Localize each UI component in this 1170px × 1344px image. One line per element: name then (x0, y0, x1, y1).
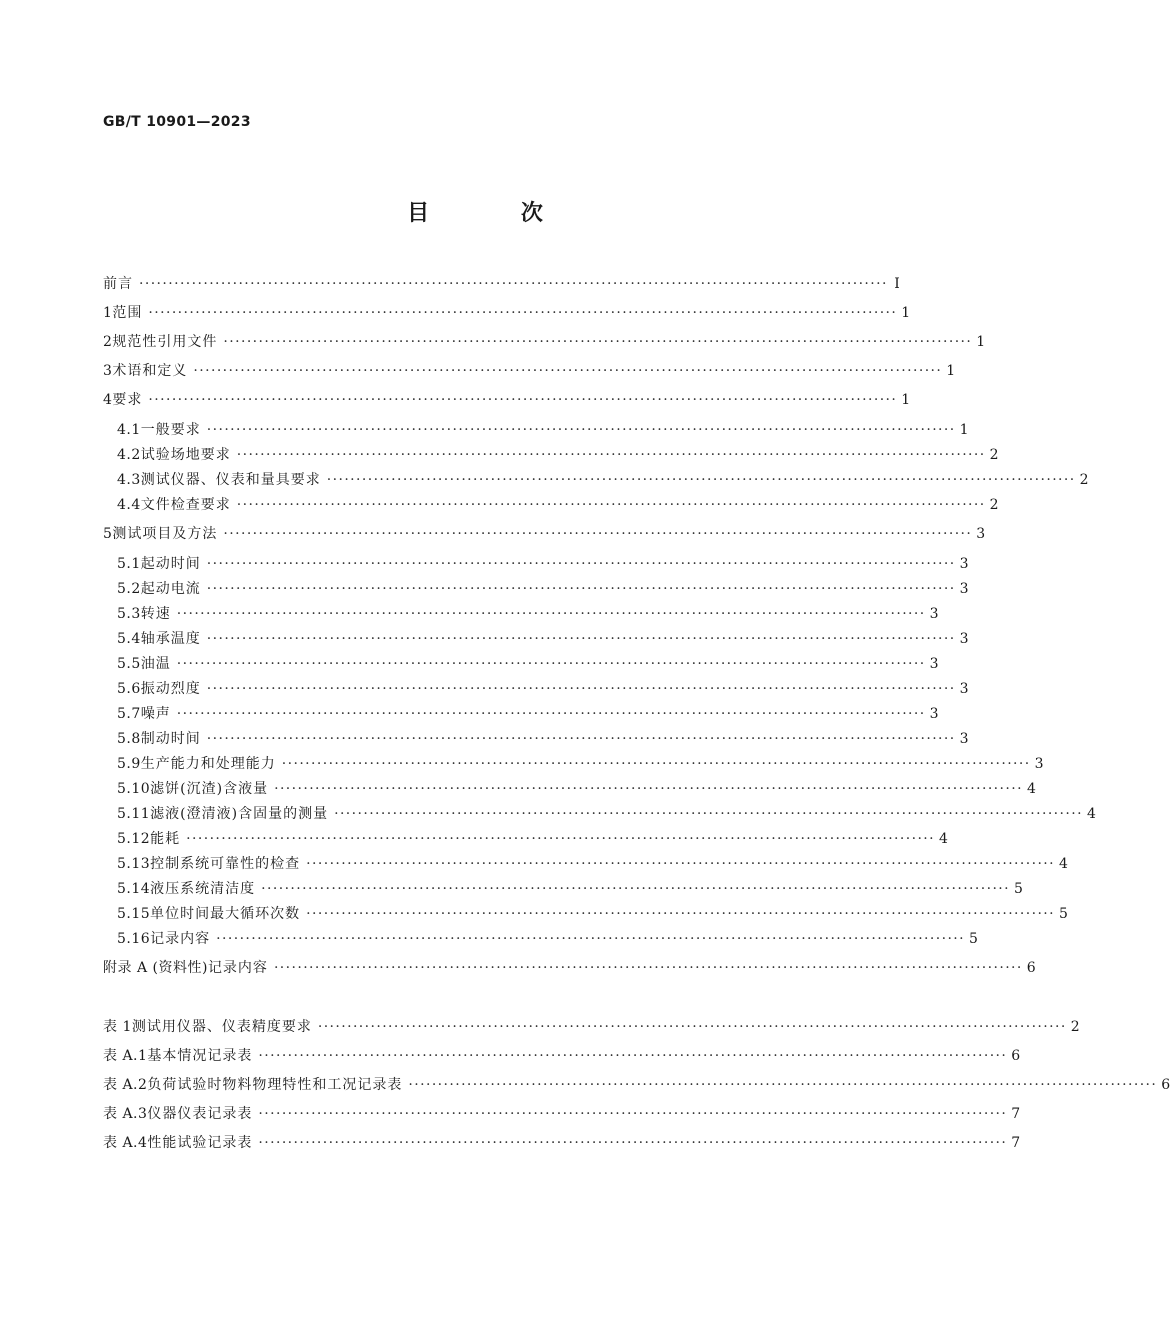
toc-leader-dots: ································································································································ (223, 526, 973, 542)
toc-entry-page: 7 (1011, 1106, 1021, 1122)
toc-entry[interactable] (117, 420, 969, 440)
toc-leader-dots: ································································································································ (206, 681, 956, 697)
toc-leader-dots: ································································································································ (206, 631, 956, 647)
toc-entry[interactable] (117, 495, 999, 515)
toc-entry-page: 1 (976, 334, 986, 350)
toc-entry-number: 4.3 (117, 472, 141, 488)
toc-entry-number: 5.1 (117, 556, 141, 572)
toc-entry-label: 振动烈度 (140, 681, 201, 697)
toc-leader-dots: ································································································································ (306, 906, 1055, 922)
toc-entry-number: 5.11 (117, 806, 151, 822)
toc-entry-page: 3 (959, 731, 969, 747)
toc-entry-label: 油温 (140, 656, 171, 672)
toc-entry[interactable] (117, 829, 948, 849)
toc-entry-number: 4.1 (117, 422, 141, 438)
toc-entry-number: 5.14 (117, 881, 151, 897)
toc-entry-page: 3 (1034, 756, 1044, 772)
toc-entry-number: 5.10 (117, 781, 151, 797)
toc-entry-number: 表 A.3 (103, 1106, 148, 1122)
toc-entry-number: 5.16 (117, 931, 151, 947)
toc-leader-dots: ································································································································ (306, 856, 1055, 872)
toc-entry-label: 记录内容 (207, 960, 268, 976)
toc-entry[interactable] (117, 904, 1068, 924)
toc-entry-page: 2 (989, 497, 999, 513)
toc-entry-label: 要求 (112, 392, 143, 408)
toc-leader-dots: ································································································································ (258, 1106, 1008, 1122)
toc-entry[interactable] (117, 929, 978, 949)
toc-entry-label: 负荷试验时物料物理特性和工况记录表 (147, 1077, 403, 1093)
toc-leader-dots: ································································································································ (236, 497, 986, 513)
toc-entry-number: 5.2 (117, 581, 141, 597)
toc-entry-label: 规范性引用文件 (112, 334, 218, 350)
toc-leader-dots: ································································································································ (216, 931, 965, 947)
toc-entry-page: 6 (1161, 1077, 1170, 1093)
toc-entry-label: 滤饼(沉渣)含液量 (150, 781, 269, 797)
toc-leader-dots: ································································································································ (148, 305, 898, 321)
toc-leader-dots: ································································································································ (139, 276, 888, 292)
toc-entry-label: 测试用仪器、仪表精度要求 (131, 1019, 312, 1035)
toc-entry[interactable] (117, 804, 1096, 824)
toc-entry-number: 5.7 (117, 706, 141, 722)
toc-entry-number: 5.13 (117, 856, 151, 872)
toc-entry-label: 文件检查要求 (140, 497, 231, 513)
toc-entry-number: 4 (103, 392, 113, 408)
toc-entry-page: 1 (901, 305, 911, 321)
toc-leader-dots: ································································································································ (186, 831, 935, 847)
toc-leader-dots: ································································································································ (258, 1048, 1008, 1064)
toc-entry-label: 测试仪器、仪表和量具要求 (140, 472, 321, 488)
toc-leader-dots: ································································································································ (408, 1077, 1158, 1093)
toc-entry-label: 滤液(澄清液)含固量的测量 (150, 806, 329, 822)
toc-entry-page: 5 (969, 931, 978, 947)
toc-entry-page: 2 (1070, 1019, 1080, 1035)
toc-entry-number: 5.15 (117, 906, 151, 922)
toc-entry-number: 5.6 (117, 681, 141, 697)
toc-entry-label: 测试项目及方法 (112, 526, 218, 542)
toc-leader-dots: ································································································································ (261, 881, 1010, 897)
toc-entry[interactable] (117, 445, 999, 465)
toc-entry-number: 5.8 (117, 731, 141, 747)
toc-leader-dots: ································································································································ (334, 806, 1083, 822)
toc-entry-label: 基本情况记录表 (147, 1048, 253, 1064)
toc-entry-number: 5 (103, 526, 113, 542)
toc-leader-dots: ································································································································ (206, 731, 956, 747)
toc-table-entry[interactable] (103, 1017, 1080, 1037)
toc-entry-label: 轴承温度 (140, 631, 201, 647)
toc-entry-page: 3 (976, 526, 986, 542)
toc-entry-label: 噪声 (140, 706, 171, 722)
toc-entry[interactable] (103, 303, 911, 323)
toc-entry-number: 5.12 (117, 831, 151, 847)
toc-entry-number: 5.5 (117, 656, 141, 672)
toc-entry[interactable] (117, 579, 969, 599)
toc-entry-page: 3 (959, 556, 969, 572)
toc-entry-label: 性能试验记录表 (147, 1135, 253, 1151)
toc-entry-page: 4 (1026, 781, 1036, 797)
toc-entry-label: 前言 (103, 276, 133, 292)
toc-entry-page: 6 (1026, 960, 1036, 976)
toc-leader-dots: ································································································································ (223, 334, 973, 350)
toc-entry-label: 生产能力和处理能力 (140, 756, 276, 772)
toc-entry[interactable] (117, 554, 969, 574)
toc-entry-page: 5 (1014, 881, 1023, 897)
toc-entry-page: 3 (929, 706, 939, 722)
toc-entry-label: 试验场地要求 (140, 447, 231, 463)
toc-entry-number: 1 (103, 305, 113, 321)
toc-entry[interactable] (117, 854, 1068, 874)
toc-entry-label: 转速 (140, 606, 171, 622)
toc-entry-number: 表 A.4 (103, 1135, 148, 1151)
toc-table-entry[interactable] (103, 1104, 1021, 1124)
toc-entry-number: 附录 A (资料性) (103, 960, 208, 976)
toc-entry[interactable] (103, 361, 956, 381)
toc-leader-dots: ································································································································ (236, 447, 986, 463)
toc-entry-page: 3 (959, 681, 969, 697)
toc-entry-page: 3 (929, 656, 939, 672)
toc-entry[interactable] (103, 390, 911, 410)
toc-entry-label: 制动时间 (140, 731, 201, 747)
toc-entry-label: 起动时间 (140, 556, 201, 572)
toc-entry[interactable] (117, 604, 939, 624)
toc-entry[interactable] (117, 729, 969, 749)
toc-entry-page: 4 (939, 831, 948, 847)
toc-entry-number: 5.4 (117, 631, 141, 647)
toc-entry-page: 5 (1059, 906, 1068, 922)
toc-entry-number: 3 (103, 363, 113, 379)
toc-entry-page: 3 (959, 631, 969, 647)
toc-leader-dots: ································································································································ (317, 1019, 1067, 1035)
toc-entry-foreword[interactable] (103, 274, 900, 294)
toc-entry[interactable] (117, 754, 1044, 774)
toc-entry-label: 控制系统可靠性的检查 (150, 856, 301, 872)
toc-leader-dots: ································································································································ (148, 392, 898, 408)
toc-entry-number: 5.9 (117, 756, 141, 772)
toc-entry[interactable] (117, 879, 1023, 899)
toc-entry-page: 6 (1011, 1048, 1021, 1064)
toc-entry[interactable] (117, 679, 969, 699)
toc-entry-page: 1 (959, 422, 969, 438)
toc-leader-dots: ································································································································ (176, 606, 926, 622)
toc-entry-page: 7 (1011, 1135, 1021, 1151)
toc-leader-dots: ································································································································ (281, 756, 1031, 772)
toc-entry[interactable] (117, 629, 969, 649)
page-title: 目 次 (407, 201, 585, 226)
toc-table-entry[interactable] (103, 1133, 1021, 1153)
toc-leader-dots: ································································································································ (206, 581, 956, 597)
toc-leader-dots: ································································································································ (176, 706, 926, 722)
toc-entry-page: 1 (901, 392, 911, 408)
toc-leader-dots: ································································································································ (206, 422, 956, 438)
toc-entry-page: 3 (929, 606, 939, 622)
toc-leader-dots: ································································································································ (274, 781, 1023, 797)
toc-entry-label: 记录内容 (150, 931, 211, 947)
toc-leader-dots: ································································································································ (206, 556, 956, 572)
toc-entry-number: 5.3 (117, 606, 141, 622)
toc-entry-page: 2 (1079, 472, 1089, 488)
toc-entry-label: 起动电流 (140, 581, 201, 597)
toc-table-entry[interactable] (103, 1075, 1170, 1095)
toc-entry-page: 3 (959, 581, 969, 597)
toc-entry-page: 4 (1059, 856, 1068, 872)
toc-entry-page: Ⅰ (894, 276, 900, 292)
toc-entry-number: 表 A.2 (103, 1077, 148, 1093)
toc-entry-page: 4 (1086, 806, 1096, 822)
toc-leader-dots: ································································································································ (258, 1135, 1008, 1151)
toc-entry-page: 2 (989, 447, 999, 463)
toc-leader-dots: ································································································································ (273, 960, 1023, 976)
toc-entry-label: 能耗 (150, 831, 181, 847)
toc-leader-dots: ································································································································ (326, 472, 1076, 488)
toc-entry-label: 单位时间最大循环次数 (150, 906, 301, 922)
toc-entry-number: 4.2 (117, 447, 141, 463)
toc-entry-number: 表 A.1 (103, 1048, 148, 1064)
toc-table-entry[interactable] (103, 1046, 1021, 1066)
toc-entry[interactable] (117, 470, 1089, 490)
toc-entry-label: 仪器仪表记录表 (147, 1106, 253, 1122)
toc-entry[interactable] (117, 654, 939, 674)
toc-entry-page: 1 (946, 363, 956, 379)
toc-entry-label: 范围 (112, 305, 143, 321)
toc-entry-label: 一般要求 (140, 422, 201, 438)
toc-leader-dots: ································································································································ (193, 363, 943, 379)
toc-entry[interactable] (103, 524, 986, 544)
toc-entry[interactable] (117, 779, 1036, 799)
toc-entry-label: 液压系统清洁度 (150, 881, 256, 897)
toc-entry-label: 术语和定义 (112, 363, 188, 379)
toc-leader-dots: ································································································································ (176, 656, 926, 672)
toc-entry-appendix[interactable] (103, 958, 1036, 978)
standard-code: GB/T 10901—2023 (103, 114, 251, 130)
toc-entry-number: 2 (103, 334, 113, 350)
toc-entry[interactable] (117, 704, 939, 724)
toc-entry-number: 表 1 (103, 1019, 132, 1035)
toc-entry[interactable] (103, 332, 986, 352)
toc-entry-number: 4.4 (117, 497, 141, 513)
